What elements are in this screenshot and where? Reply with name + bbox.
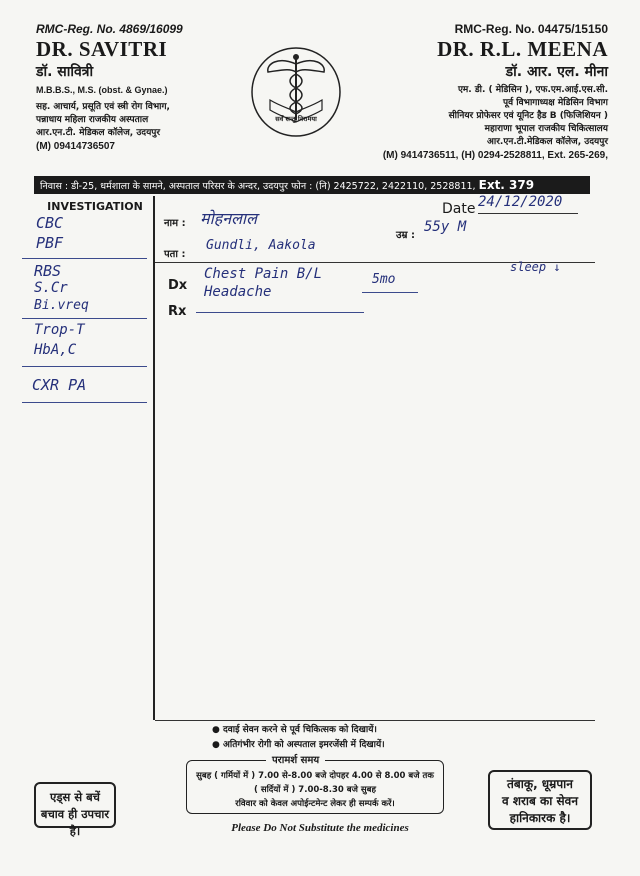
left-doctor-header [36,22,246,153]
right-reg-no: RMC-Reg. No. 04475/15150 [454,22,608,36]
patient-address: Gundli, Aakola [206,238,316,253]
patient-address-label: पता : [164,249,186,260]
chief-complaint: Chest Pain B/L [204,266,323,282]
left-doctor-qualification: M.B.B.S., M.S. (obst. & Gynae.) [36,85,168,95]
investigation-item: S.Cr [34,280,68,296]
consultation-line: ( सर्दियों में ) 7.00-8.30 बजे सुबह [254,785,376,795]
investigation-item: PBF [36,234,64,252]
rx-symbol: Rx [168,304,187,319]
left-doctor-hospital: पन्नाधाय महिला राजकीय अस्पताल [36,115,149,125]
column-divider [153,196,155,720]
investigation-item: Bi.vreq [34,298,89,313]
right-doctor-phones: (M) 9414736511, (H) 0294-2528811, Ext. 265-269, [382,150,608,161]
residence-address-bar [34,176,590,194]
stamp-line: व शराब का सेवन [501,794,578,808]
investigation-item: Trop-T [34,322,85,338]
consultation-hours-box [186,760,444,814]
stamp-line: एड्स से बचें [50,790,100,804]
consultation-title: परामर्श समय [266,752,325,766]
clinical-note: sleep ↓ [510,260,561,274]
patient-name-label: नाम : [164,218,186,229]
left-doctor-mobile: (M) 09414736507 [36,141,115,152]
patient-name: मोहनलाल [200,209,257,228]
footer-warning: Please Do Not Substitute the medicines [231,822,409,834]
caduceus-logo [248,44,344,140]
patient-age: 55y M [424,219,467,235]
right-doctor-unit: सीनियर प्रोफेसर एवं यूनिट हैड B (फिजिशियन ) [448,111,608,121]
residence-extension: Ext. 379 [478,178,535,192]
secondary-complaint: Headache [204,284,272,300]
logo-motto: सर्वे सन्तु निरामया [275,115,317,123]
investigation-separator [22,318,147,319]
advice-note: ● अतिगंभीर रोगी को अस्पताल इमरजेंसी में दिखायें। [212,740,385,750]
caduceus-icon [248,44,344,140]
stamp-line: बचाव ही उपचार है। [40,807,110,838]
right-doctor-hospital: महाराणा भूपाल राजकीय चिकित्सालय [484,124,608,134]
left-doctor-college: आर.एन.टी. मेडिकल कॉलेज, उदयपुर [36,128,161,138]
complaint-duration: 5mo [372,272,396,287]
patient-age-label: उम्र : [396,230,415,241]
right-doctor-designation: पूर्व विभागाध्यक्ष मेडिसिन विभाग [503,98,608,108]
investigation-separator [22,258,147,259]
left-reg-no: RMC-Reg. No. 4869/16099 [36,22,183,36]
residence-address: निवास : डी-25, धर्मशाला के सामने, अस्पताल परिसर के अन्दर, उदयपुर फोन : (नि) 2425722, 2422110, 2528811, [40,181,476,192]
complaint-underline [196,312,364,313]
left-doctor-name: DR. SAVITRI [36,37,168,61]
investigation-separator [22,402,147,403]
date-value: 24/12/2020 [478,194,563,210]
date-underline [478,213,578,214]
advice-note: ● दवाई सेवन करने से पूर्व चिकित्सक को दिखायें। [212,725,377,735]
stamp-line: तंबाकू, धूम्रपान [507,777,573,791]
advice-notes [212,723,385,753]
right-doctor-name-hindi: डॉ. आर. एल. मीना [505,64,608,80]
left-doctor-designation: सह. आचार्य, प्रसूति एवं स्त्री रोग विभाग, [36,102,170,112]
right-doctor-college: आर.एन.टी.मेडिकल कॉलेज, उदयपुर [487,137,608,147]
investigation-item: CBC [36,214,64,232]
stamp-line: हानिकारक है। [509,811,571,825]
tobacco-warning-stamp [488,770,592,830]
consultation-line: सुबह ( गर्मियों में ) 7.00 से-8.00 बजे दोपहर 4.00 से 8.00 बजे तक [196,771,434,781]
right-doctor-name: DR. R.L. MEENA [437,37,608,61]
investigation-item: RBS [34,262,62,280]
notes-divider [155,720,595,721]
right-doctor-qualification: एम. डी. ( मेडिसिन ), एफ.एम.आई.एस.सी. [457,85,608,95]
left-doctor-name-hindi: डॉ. सावित्री [36,64,94,80]
investigation-title: INVESTIGATION [47,200,143,213]
duration-underline [362,292,418,293]
date-label: Date [442,201,476,217]
consultation-line: रविवार को केवल अपोईन्टमेन्ट लेकर ही सम्पर्क करें। [235,799,395,809]
dx-symbol: Dx [168,278,188,293]
investigation-item: CXR PA [32,376,87,394]
investigation-item: HbA,C [34,342,77,358]
right-doctor-header [348,22,608,162]
investigation-separator [22,366,147,367]
